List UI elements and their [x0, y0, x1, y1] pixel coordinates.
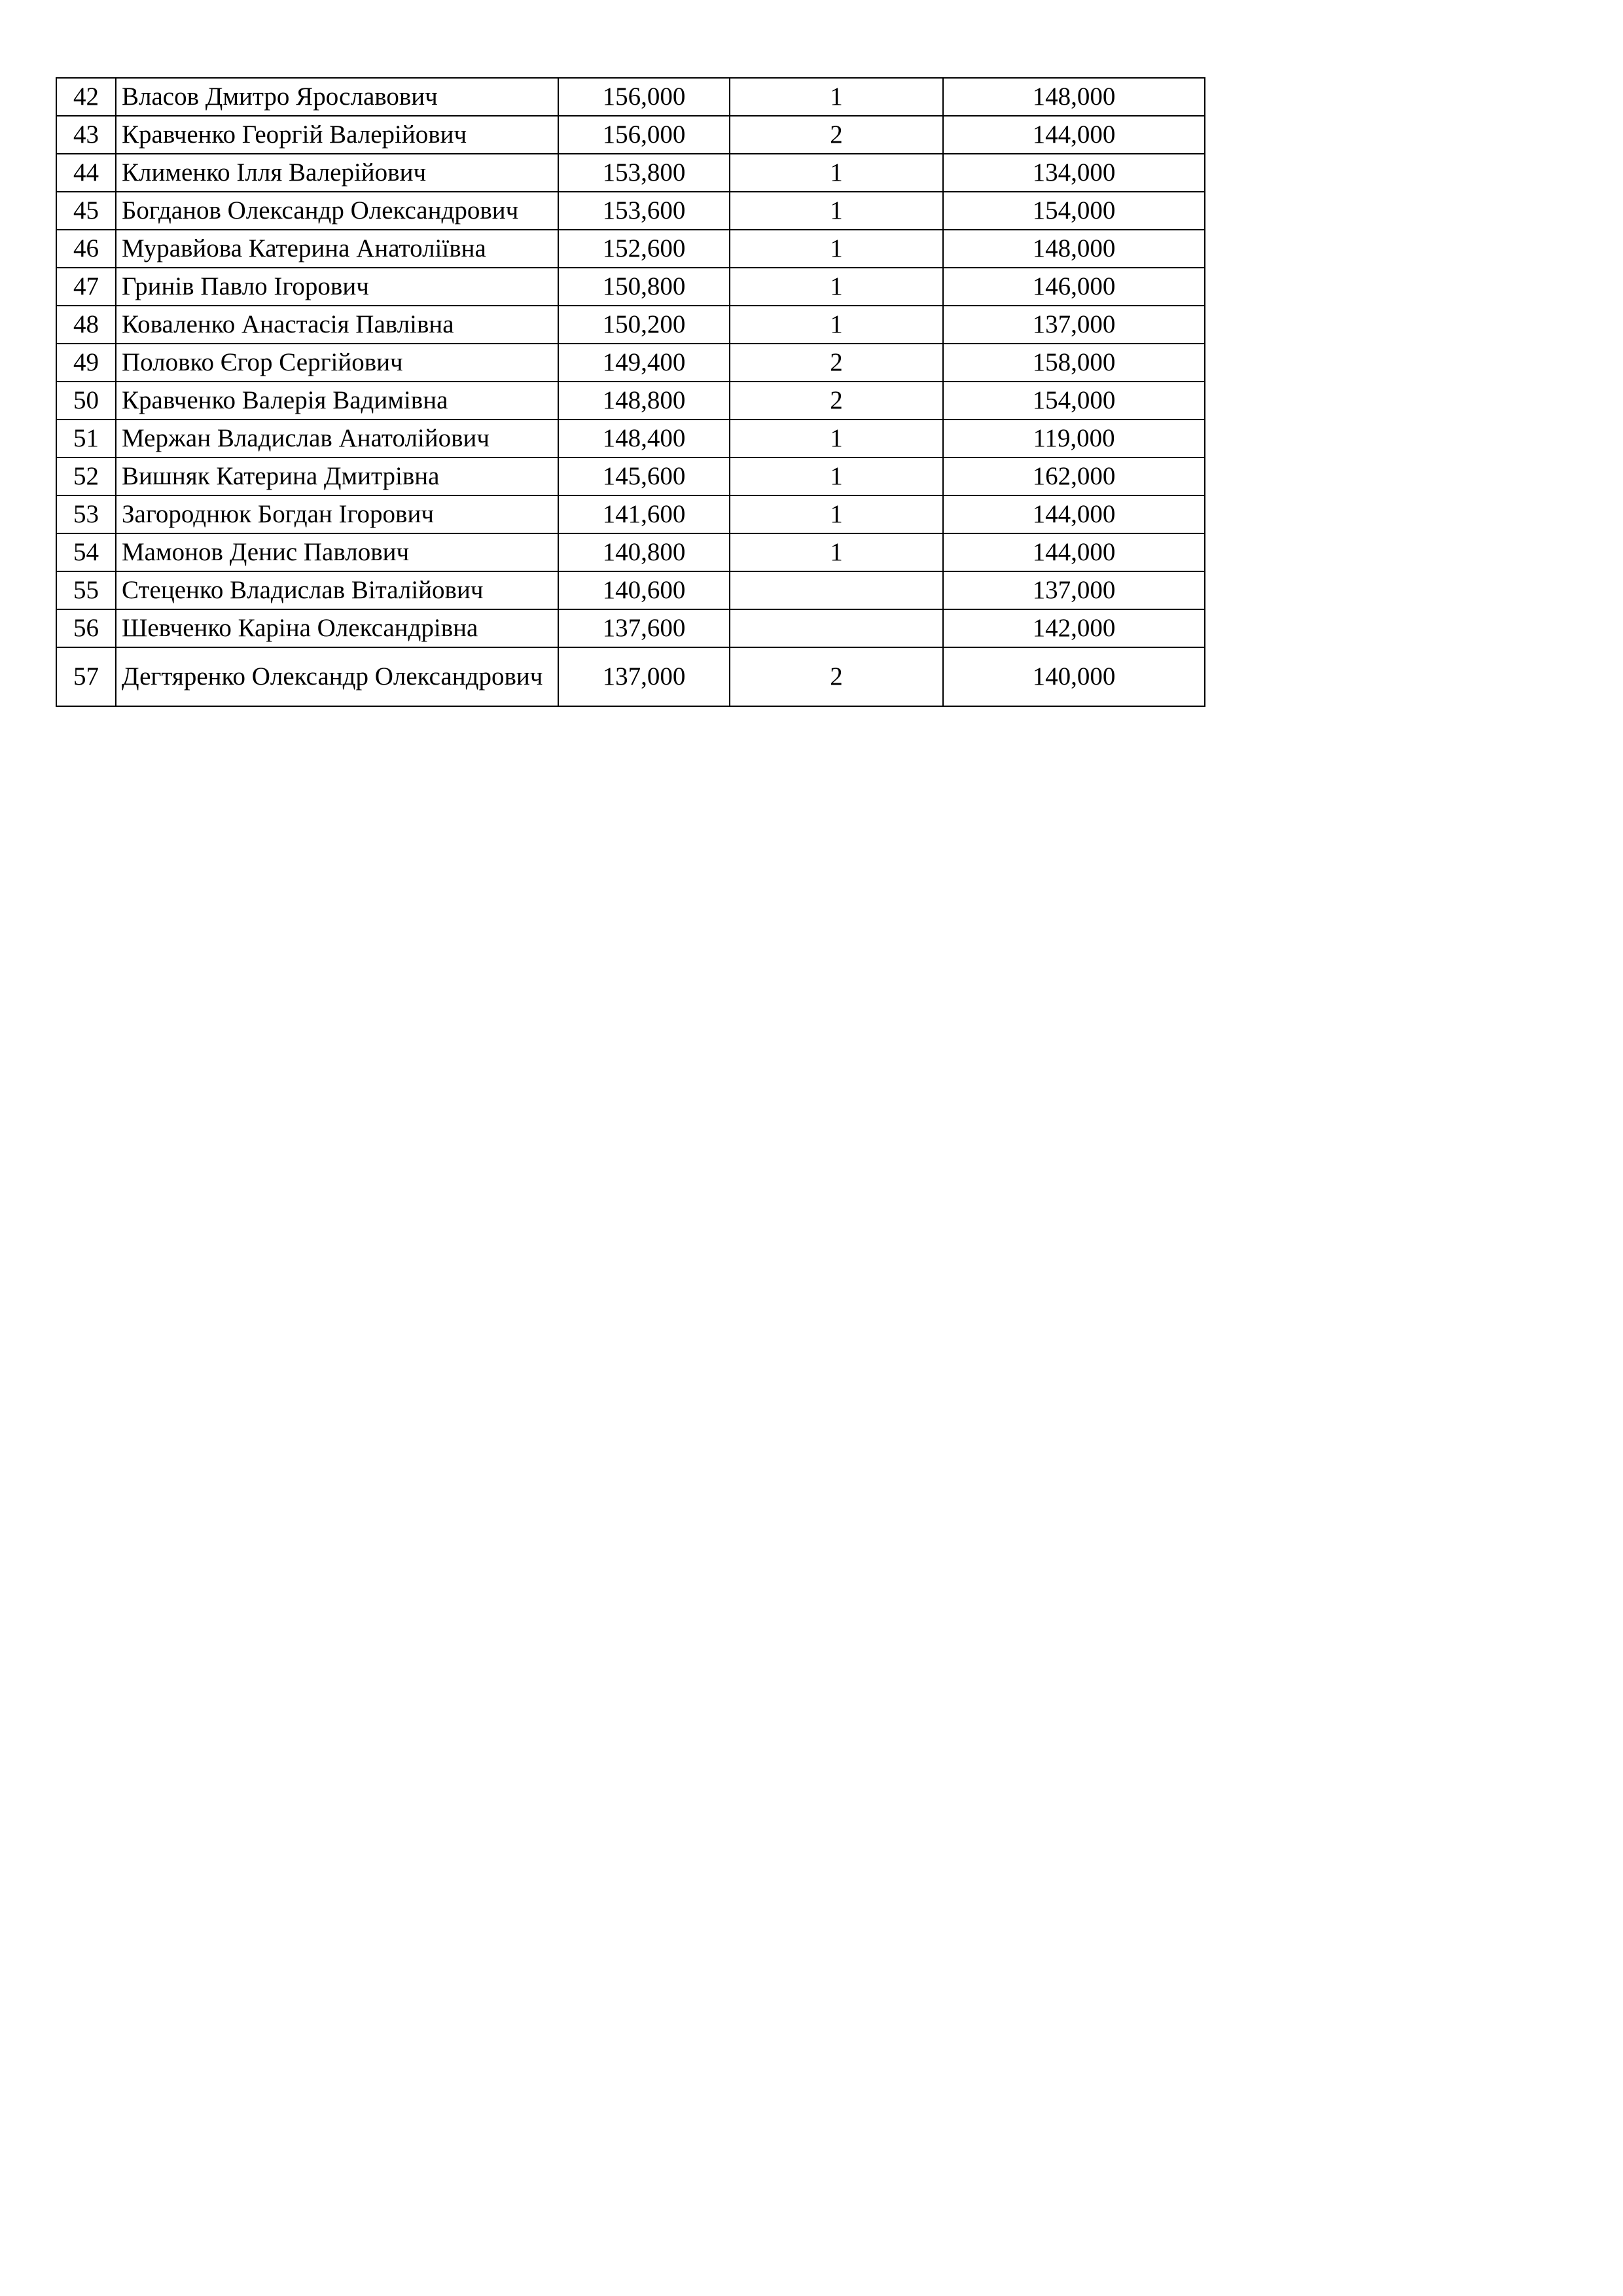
row-number: 57 [56, 647, 116, 706]
applicant-name: Клименко Ілля Валерійович [116, 154, 558, 192]
table-row [56, 571, 1205, 609]
priority [730, 571, 943, 609]
additional-score: 148,000 [943, 78, 1205, 116]
row-number: 54 [56, 533, 116, 571]
table-row [56, 609, 1205, 647]
row-number: 49 [56, 344, 116, 382]
competitive-score: 149,400 [558, 344, 730, 382]
priority: 1 [730, 192, 943, 230]
competitive-score: 148,400 [558, 420, 730, 457]
row-number: 48 [56, 306, 116, 344]
table-row [56, 306, 1205, 344]
competitive-score: 137,600 [558, 609, 730, 647]
competitive-score: 150,200 [558, 306, 730, 344]
row-number: 43 [56, 116, 116, 154]
table-row [56, 154, 1205, 192]
row-number: 52 [56, 457, 116, 495]
row-number: 42 [56, 78, 116, 116]
applicant-name: Загороднюк Богдан Ігорович [116, 495, 558, 533]
applicant-name: Мамонов Денис Павлович [116, 533, 558, 571]
priority: 1 [730, 306, 943, 344]
additional-score: 137,000 [943, 306, 1205, 344]
row-number: 47 [56, 268, 116, 306]
priority: 1 [730, 420, 943, 457]
additional-score: 134,000 [943, 154, 1205, 192]
table-row [56, 533, 1205, 571]
row-number: 55 [56, 571, 116, 609]
additional-score: 140,000 [943, 647, 1205, 706]
competitive-score: 156,000 [558, 116, 730, 154]
table-row [56, 230, 1205, 268]
priority: 1 [730, 533, 943, 571]
row-number: 53 [56, 495, 116, 533]
competitive-score: 150,800 [558, 268, 730, 306]
table-row [56, 382, 1205, 420]
priority: 2 [730, 647, 943, 706]
additional-score: 144,000 [943, 116, 1205, 154]
applicant-name: Половко Єгор Сергійович [116, 344, 558, 382]
priority: 1 [730, 268, 943, 306]
priority [730, 609, 943, 647]
applicant-name: Вишняк Катерина Дмитрівна [116, 457, 558, 495]
table-row [56, 457, 1205, 495]
competitive-score: 148,800 [558, 382, 730, 420]
row-number: 51 [56, 420, 116, 457]
additional-score: 162,000 [943, 457, 1205, 495]
applicants-table [56, 77, 1205, 707]
table-row [56, 268, 1205, 306]
priority: 2 [730, 116, 943, 154]
additional-score: 144,000 [943, 495, 1205, 533]
table-row [56, 420, 1205, 457]
additional-score: 119,000 [943, 420, 1205, 457]
additional-score: 148,000 [943, 230, 1205, 268]
additional-score: 146,000 [943, 268, 1205, 306]
applicant-name: Богданов Олександр Олександрович [116, 192, 558, 230]
competitive-score: 141,600 [558, 495, 730, 533]
priority: 2 [730, 344, 943, 382]
additional-score: 154,000 [943, 382, 1205, 420]
table-row [56, 495, 1205, 533]
priority: 1 [730, 457, 943, 495]
applicant-name: Кравченко Георгій Валерійович [116, 116, 558, 154]
table-row [56, 192, 1205, 230]
row-number: 45 [56, 192, 116, 230]
table-row [56, 344, 1205, 382]
additional-score: 144,000 [943, 533, 1205, 571]
row-number: 56 [56, 609, 116, 647]
table-row [56, 647, 1205, 706]
applicant-name: Власов Дмитро Ярославович [116, 78, 558, 116]
additional-score: 137,000 [943, 571, 1205, 609]
applicant-name: Коваленко Анастасія Павлівна [116, 306, 558, 344]
row-number: 46 [56, 230, 116, 268]
competitive-score: 153,800 [558, 154, 730, 192]
competitive-score: 140,800 [558, 533, 730, 571]
applicant-name: Мержан Владислав Анатолійович [116, 420, 558, 457]
priority: 1 [730, 230, 943, 268]
priority: 1 [730, 78, 943, 116]
row-number: 50 [56, 382, 116, 420]
applicant-name: Шевченко Каріна Олександрівна [116, 609, 558, 647]
additional-score: 154,000 [943, 192, 1205, 230]
applicant-name: Кравченко Валерія Вадимівна [116, 382, 558, 420]
priority: 1 [730, 495, 943, 533]
applicant-name: Стеценко Владислав Віталійович [116, 571, 558, 609]
priority: 2 [730, 382, 943, 420]
additional-score: 142,000 [943, 609, 1205, 647]
table-row [56, 116, 1205, 154]
competitive-score: 153,600 [558, 192, 730, 230]
competitive-score: 156,000 [558, 78, 730, 116]
additional-score: 158,000 [943, 344, 1205, 382]
competitive-score: 140,600 [558, 571, 730, 609]
row-number: 44 [56, 154, 116, 192]
applicants-table-body [56, 78, 1205, 706]
competitive-score: 137,000 [558, 647, 730, 706]
table-row [56, 78, 1205, 116]
applicant-name: Муравйова Катерина Анатоліївна [116, 230, 558, 268]
competitive-score: 152,600 [558, 230, 730, 268]
priority: 1 [730, 154, 943, 192]
applicant-name: Гринів Павло Ігорович [116, 268, 558, 306]
competitive-score: 145,600 [558, 457, 730, 495]
applicant-name: Дегтяренко Олександр Олександрович [116, 647, 558, 706]
